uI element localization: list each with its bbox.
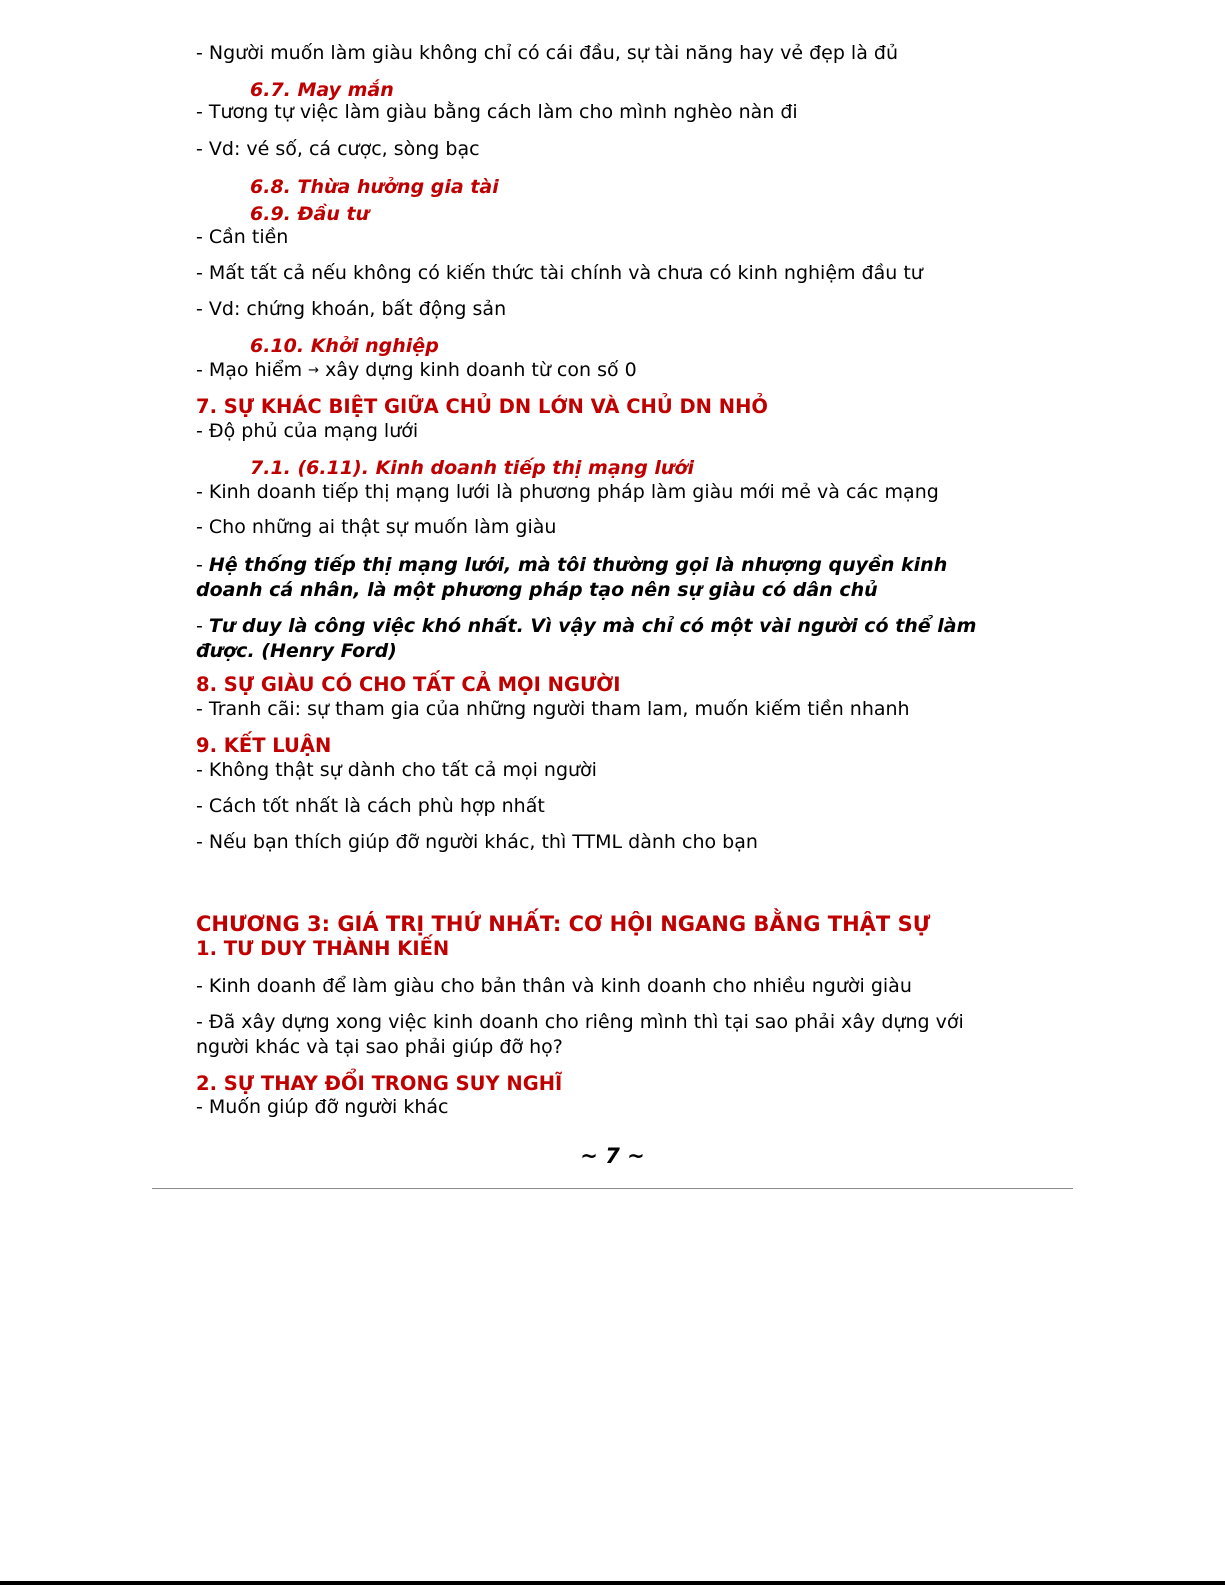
subheading-6-7: 6.7. May mắn (250, 79, 394, 101)
bullet-text: - Mạo hiểm (196, 359, 303, 381)
bullet-line: - Cho những ai thật sự muốn làm giàu (196, 516, 557, 538)
subheading-7-1: 7.1. (6.11). Kinh doanh tiếp thị mạng lưới (250, 457, 695, 479)
quote-dash: - (196, 615, 209, 637)
bullet-line: - Nếu bạn thích giúp đỡ người khác, thì TTML dành cho bạn (196, 831, 758, 853)
bullet-line: - Mất tất cả nếu không có kiến thức tài chính và chưa có kinh nghiệm đầu tư (196, 262, 923, 284)
quote-text: Hệ thống tiếp thị mạng lưới, mà tôi thường gọi là nhượng quyền kinh doanh cá nhân, là một phương pháp tạo nên sự giàu có dân chủ (196, 554, 948, 601)
chapter-3-title: CHƯƠNG 3: GIÁ TRỊ THỨ NHẤT: CƠ HỘI NGANG BẰNG THẬT SỰ (196, 912, 931, 936)
section-heading-7: 7. SỰ KHÁC BIỆT GIỮA CHỦ DN LỚN VÀ CHỦ DN NHỎ (196, 395, 769, 418)
bullet-line: - Độ phủ của mạng lưới (196, 420, 419, 442)
bullet-line: - Tương tự việc làm giàu bằng cách làm cho mình nghèo nàn đi (196, 101, 798, 123)
quote-text: Tư duy là công việc khó nhất. Vì vậy mà chỉ có một vài người có thể làm được. (Henry Ford) (196, 615, 977, 662)
section-heading-8: 8. SỰ GIÀU CÓ CHO TẤT CẢ MỌI NGƯỜI (196, 673, 621, 696)
bullet-line: - Muốn giúp đỡ người khác (196, 1096, 449, 1118)
bullet-line: - Cần tiền (196, 226, 289, 248)
bullet-line: - Vd: chứng khoán, bất động sản (196, 298, 507, 320)
bullet-line: - Tranh cãi: sự tham gia của những người tham lam, muốn kiếm tiền nhanh (196, 698, 910, 720)
bullet-text: xây dựng kinh doanh từ con số 0 (325, 359, 637, 381)
bullet-line: - Kinh doanh để làm giàu cho bản thân và kinh doanh cho nhiều người giàu (196, 975, 912, 997)
bullet-line: - Kinh doanh tiếp thị mạng lưới là phương pháp làm giàu mới mẻ và các mạng (196, 481, 939, 503)
right-arrow-icon: → (308, 363, 320, 378)
chapter-3-heading-2: 2. SỰ THAY ĐỔI TRONG SUY NGHĨ (196, 1072, 563, 1095)
page-number: ~ 7 ~ (580, 1144, 645, 1168)
bullet-line: - Vd: vé số, cá cược, sòng bạc (196, 138, 480, 160)
quote-dash: - (196, 554, 209, 576)
bullet-line: - Không thật sự dành cho tất cả mọi người (196, 759, 597, 781)
subheading-6-9: 6.9. Đầu tư (250, 203, 370, 225)
chapter-3-heading-1: 1. TƯ DUY THÀNH KIẾN (196, 937, 450, 960)
footer-divider (152, 1188, 1073, 1189)
quote-henry-ford (196, 614, 1006, 664)
bullet-line: - Người muốn làm giàu không chỉ có cái đầu, sự tài năng hay vẻ đẹp là đủ (196, 42, 898, 64)
subheading-6-10: 6.10. Khởi nghiệp (250, 335, 439, 357)
bullet-line: - Đã xây dựng xong việc kinh doanh cho riêng mình thì tại sao phải xây dựng với người khác và tại sao phải giúp đỡ họ? (196, 1011, 964, 1058)
page-bottom-border (0, 1581, 1225, 1585)
quote-network-marketing (196, 553, 986, 603)
bullet-line (196, 358, 1016, 383)
bullet-line: - Cách tốt nhất là cách phù hợp nhất (196, 795, 545, 817)
subheading-6-8: 6.8. Thừa hưởng gia tài (250, 176, 499, 198)
section-heading-9: 9. KẾT LUẬN (196, 734, 332, 757)
